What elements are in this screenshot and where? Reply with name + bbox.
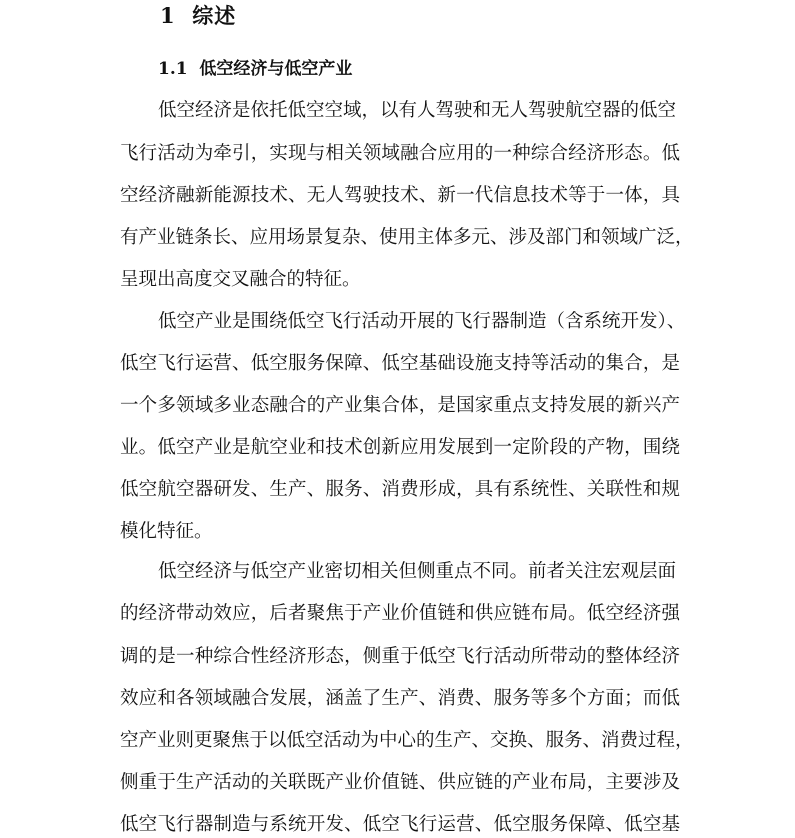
chapter-title: 综述: [192, 3, 237, 28]
section-number: 1.1: [158, 59, 188, 79]
paragraph-line: 飞行活动为牵引，实现与相关领域融合应用的一种综合经济形态。低: [120, 143, 680, 164]
paragraph-line: 呈现出高度交叉融合的特征。: [120, 269, 361, 290]
paragraph-line: 低空经济是依托低空空域，以有人驾驶和无人驾驶航空器的低空: [158, 100, 677, 121]
paragraph-line: 低空航空器研发、生产、服务、消费形成，具有系统性、关联性和规: [120, 479, 680, 500]
paragraph-line: 的经济带动效应，后者聚焦于产业价值链和供应链布局。低空经济强: [120, 603, 680, 624]
section-heading: [158, 54, 352, 79]
paragraph-line: 有产业链条长、应用场景复杂、使用主体多元、涉及部门和领域广泛，: [120, 227, 694, 248]
section-title: 低空经济与低空产业: [199, 59, 353, 79]
paragraph-line: 低空经济与低空产业密切相关但侧重点不同。前者关注宏观层面: [158, 561, 677, 582]
paragraph-line: 模化特征。: [120, 521, 213, 542]
chapter-number: 1: [160, 3, 176, 28]
paragraph-line: 低空产业是围绕低空飞行活动开展的飞行器制造（含系统开发）、: [158, 311, 686, 332]
paragraph-line: 侧重于生产活动的关联既产业价值链、供应链的产业布局，主要涉及: [120, 772, 680, 793]
paragraph-line: 空产业则更聚焦于以低空活动为中心的生产、交换、服务、消费过程，: [120, 730, 694, 751]
chapter-heading: [160, 0, 236, 30]
paragraph-line: 低空飞行器制造与系统开发、低空飞行运营、低空服务保障、低空基: [120, 814, 680, 835]
paragraph-line: 低空飞行运营、低空服务保障、低空基础设施支持等活动的集合，是: [120, 353, 680, 374]
paragraph-line: 业。低空产业是航空业和技术创新应用发展到一定阶段的产物，围绕: [120, 437, 680, 458]
paragraph-line: 空经济融新能源技术、无人驾驶技术、新一代信息技术等于一体，具: [120, 185, 680, 206]
paragraph-line: 效应和各领域融合发展，涵盖了生产、消费、服务等多个方面；而低: [120, 688, 680, 709]
paragraph-line: 一个多领域多业态融合的产业集合体，是国家重点支持发展的新兴产: [120, 395, 680, 416]
paragraph-line: 调的是一种综合性经济形态，侧重于低空飞行活动所带动的整体经济: [120, 646, 680, 667]
